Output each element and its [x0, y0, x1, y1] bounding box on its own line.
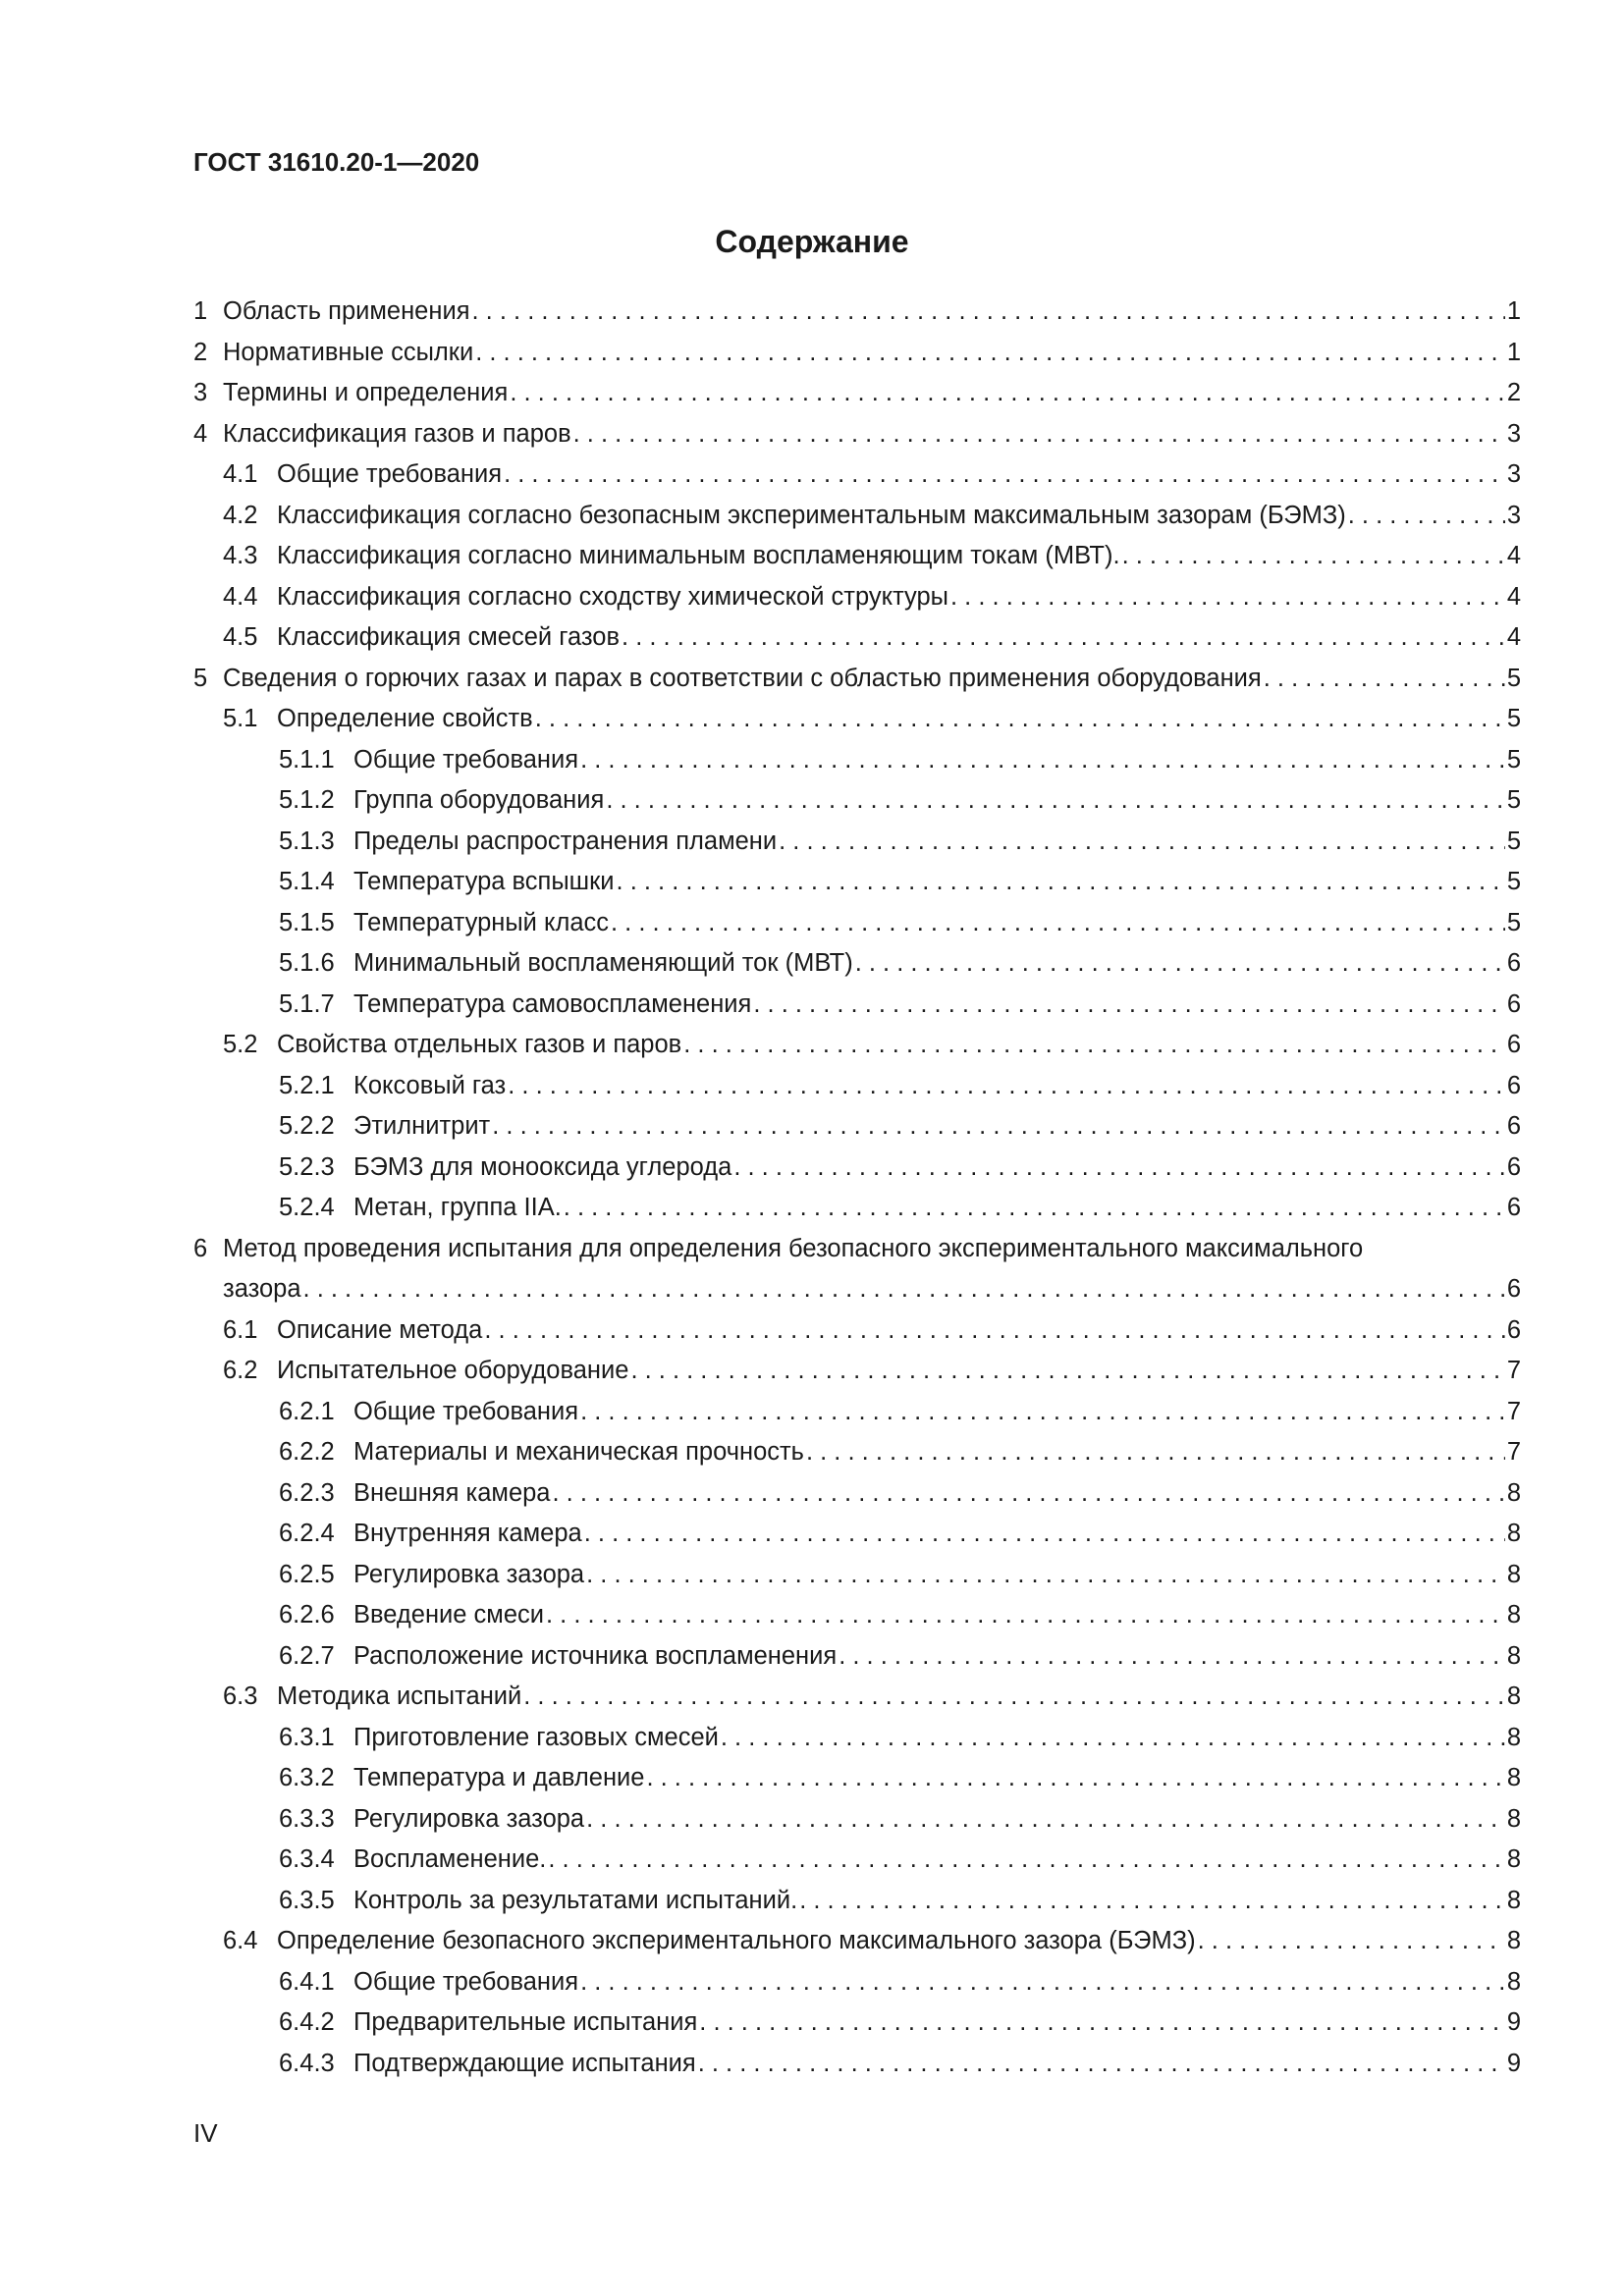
toc-leader-dots: [699, 2002, 1505, 2044]
toc-entry-title: Пределы распространения пламени: [353, 827, 778, 855]
toc-entry[interactable]: [223, 1921, 1521, 1962]
toc-entry-number: 5.1.1: [279, 745, 335, 774]
toc-entry-number: 5: [193, 664, 208, 692]
toc-entry-title: Регулировка зазора: [353, 1560, 585, 1588]
toc-entry-number: 6.2.3: [279, 1478, 335, 1507]
toc-entry-page: 5: [1506, 908, 1521, 936]
toc-entry[interactable]: [279, 822, 1521, 863]
toc-entry-number: 6.2.6: [279, 1601, 335, 1629]
toc-entry-page: 8: [1506, 1804, 1521, 1833]
toc-leader-dots: [580, 740, 1505, 781]
toc-entry-title-continuation: зазора: [223, 1275, 301, 1303]
toc-entry-title: Классификация согласно сходству химической структуры: [277, 582, 949, 611]
toc-entry-number: 4.3: [223, 542, 258, 569]
toc-entry-title: Описание метода: [277, 1315, 483, 1344]
toc-leader-dots: [617, 862, 1505, 903]
toc-leader-dots: [546, 1595, 1505, 1636]
toc-entry-page: 5: [1506, 786, 1521, 814]
toc-entry-number: 6.2.1: [279, 1397, 335, 1425]
toc-entry[interactable]: [223, 1310, 1521, 1352]
toc-leader-dots: [753, 985, 1504, 1026]
toc-entry[interactable]: [193, 659, 1521, 700]
toc-entry-page: 3: [1506, 419, 1521, 448]
toc-title: Содержание: [715, 224, 909, 259]
toc-leader-dots: [698, 2044, 1505, 2085]
toc-leader-dots: [504, 454, 1505, 496]
toc-entry-title: Методика испытаний: [277, 1682, 522, 1710]
toc-entry-page: 5: [1506, 705, 1521, 732]
toc-leader-dots: [855, 943, 1505, 985]
toc-entry[interactable]: [193, 414, 1521, 455]
toc-entry-page: 3: [1506, 460, 1521, 488]
toc-entry-title: Контроль за результатами испытаний.: [353, 1886, 798, 1914]
toc-entry-number: 6.3.4: [279, 1845, 335, 1873]
toc-entry[interactable]: [279, 1555, 1521, 1596]
toc-entry[interactable]: [279, 1718, 1521, 1759]
toc-entry-title: Регулировка зазора: [353, 1804, 585, 1833]
toc-leader-dots: [806, 1432, 1505, 1473]
toc-entry-number: 6: [193, 1234, 208, 1262]
document-code: ГОСТ 31610.20-1—2020: [193, 147, 480, 177]
toc-entry[interactable]: [279, 1106, 1521, 1148]
toc-entry[interactable]: [279, 1962, 1521, 2003]
toc-entry-number: 5.2.3: [279, 1152, 335, 1181]
toc-entry-number: 5.2.2: [279, 1112, 335, 1140]
toc-entry-title: Внешняя камера: [353, 1478, 551, 1507]
toc-leader-dots: [630, 1351, 1504, 1392]
toc-entry[interactable]: [223, 699, 1521, 740]
toc-entry-number: 6.3.3: [279, 1804, 335, 1833]
toc-entry[interactable]: [223, 1351, 1521, 1392]
toc-entry-title: Воспламенение.: [353, 1845, 547, 1873]
toc-entry[interactable]: [279, 1188, 1521, 1229]
toc-entry-page: 7: [1506, 1357, 1521, 1384]
toc-entry-title: Температурный класс: [353, 908, 610, 936]
toc-entry-number: 6.2.5: [279, 1560, 335, 1588]
toc-entry-title: Общие требования: [353, 1967, 579, 1996]
toc-entry[interactable]: [279, 1799, 1521, 1841]
table-of-contents: [193, 292, 1521, 2084]
toc-entry-title: Группа оборудования: [353, 786, 605, 814]
toc-entry[interactable]: [279, 1514, 1521, 1555]
toc-entry-number: 6.4.1: [279, 1967, 335, 1996]
toc-entry[interactable]: [279, 1758, 1521, 1799]
toc-entry-title: Расположение источника воспламенения: [353, 1641, 838, 1670]
toc-entry-page: 1: [1506, 297, 1521, 325]
toc-entry[interactable]: [279, 1473, 1521, 1515]
toc-entry-page: 6: [1506, 1315, 1521, 1344]
toc-entry-number: 6.3.1: [279, 1723, 335, 1751]
toc-entry-page: 6: [1506, 1152, 1521, 1181]
toc-entry-title: Предварительные испытания: [353, 2008, 698, 2036]
toc-entry-number: 6.3.2: [279, 1764, 335, 1791]
toc-leader-dots: [606, 780, 1505, 822]
toc-entry-title: Классификация газов и паров: [223, 419, 571, 448]
toc-entry-number: 5.2.4: [279, 1194, 335, 1221]
toc-leader-dots: [721, 1718, 1505, 1759]
toc-entry-number: 5.1: [223, 705, 258, 732]
toc-entry[interactable]: [223, 617, 1521, 659]
toc-entry-page: 4: [1506, 582, 1521, 611]
toc-entry[interactable]: [279, 2044, 1521, 2085]
toc-entry-page: 6: [1506, 989, 1521, 1018]
toc-entry-title: Метод проведения испытания для определения безопасного экспериментального максимального: [223, 1234, 1364, 1262]
toc-entry-page: 1: [1506, 338, 1521, 366]
toc-entry-title: Область применения: [223, 297, 470, 325]
toc-leader-dots: [553, 1473, 1505, 1515]
toc-entry[interactable]: [279, 1840, 1521, 1881]
toc-entry[interactable]: [223, 577, 1521, 618]
toc-leader-dots: [733, 1148, 1504, 1189]
toc-entry-page: 6: [1506, 1071, 1521, 1099]
toc-entry[interactable]: [193, 292, 1521, 333]
toc-entry[interactable]: [279, 862, 1521, 903]
toc-entry-page: 4: [1506, 542, 1521, 569]
toc-entry[interactable]: [279, 2002, 1521, 2044]
toc-leader-dots: [523, 1677, 1505, 1718]
toc-leader-dots: [799, 1881, 1505, 1922]
toc-entry-page: 8: [1506, 1601, 1521, 1629]
toc-entry[interactable]: [223, 1025, 1521, 1066]
toc-entry-title: Приготовление газовых смесей: [353, 1723, 719, 1751]
toc-leader-dots: [683, 1025, 1505, 1066]
toc-entry-number: 6.3.5: [279, 1886, 335, 1914]
toc-entry-title: Коксовый газ: [353, 1071, 507, 1099]
toc-leader-dots: [950, 577, 1505, 618]
toc-entry-number: 1: [193, 297, 208, 325]
toc-entry-title: Общие требования: [353, 745, 579, 774]
toc-entry-page: 5: [1506, 868, 1521, 895]
toc-entry-page: 7: [1506, 1438, 1521, 1466]
toc-entry-number: 3: [193, 379, 208, 406]
toc-entry[interactable]: [279, 985, 1521, 1026]
toc-leader-dots: [475, 333, 1505, 374]
toc-entry-page: 9: [1506, 2008, 1521, 2036]
toc-leader-dots: [580, 1962, 1505, 2003]
toc-entry-page: 2: [1506, 379, 1521, 406]
toc-entry-page: 8: [1506, 1764, 1521, 1791]
toc-entry-page: 5: [1506, 745, 1521, 774]
page-folio: IV: [193, 2118, 218, 2148]
toc-entry-page: 8: [1506, 1886, 1521, 1914]
toc-entry-title: Введение смеси: [353, 1601, 545, 1629]
toc-leader-dots: [510, 373, 1505, 414]
toc-leader-dots: [580, 1392, 1505, 1433]
toc-entry[interactable]: [279, 740, 1521, 781]
toc-entry-number: 4.1: [223, 460, 258, 488]
toc-entry-title: Этилнитрит: [353, 1112, 491, 1140]
toc-leader-dots: [584, 1514, 1505, 1555]
toc-entry-page: 3: [1506, 501, 1521, 529]
toc-leader-dots: [1122, 536, 1505, 577]
toc-entry-number: 5.1.7: [279, 989, 335, 1018]
toc-entry[interactable]: [223, 536, 1521, 577]
toc-entry-title: Испытательное оборудование: [277, 1357, 629, 1384]
toc-entry-title: Минимальный воспламеняющий ток (МВТ): [353, 949, 853, 977]
toc-entry-page: 5: [1506, 827, 1521, 855]
toc-entry[interactable]: [279, 1066, 1521, 1107]
toc-entry[interactable]: [223, 496, 1521, 537]
toc-entry-number: 6.4: [223, 1927, 258, 1954]
toc-entry-page: 6: [1506, 1275, 1521, 1303]
toc-entry[interactable]: [193, 1229, 1521, 1310]
toc-entry-title: Нормативные ссылки: [223, 338, 474, 366]
toc-leader-dots: [508, 1066, 1505, 1107]
toc-entry-title: БЭМЗ для монооксида углерода: [353, 1152, 732, 1181]
toc-leader-dots: [1348, 496, 1505, 537]
toc-entry-number: 6.4.3: [279, 2049, 335, 2077]
toc-entry-page: 6: [1506, 949, 1521, 977]
toc-entry[interactable]: [193, 373, 1521, 414]
toc-entry[interactable]: [279, 1595, 1521, 1636]
toc-entry-title: Температура и давление: [353, 1764, 645, 1791]
toc-entry[interactable]: [279, 780, 1521, 822]
toc-entry-page: 6: [1506, 1194, 1521, 1221]
toc-entry-number: 5.2.1: [279, 1071, 335, 1099]
toc-entry-number: 4.4: [223, 582, 258, 611]
toc-entry-page: 8: [1506, 1967, 1521, 1996]
toc-leader-dots: [586, 1799, 1505, 1841]
toc-entry-page: 8: [1506, 1478, 1521, 1507]
toc-entry[interactable]: [279, 1636, 1521, 1678]
toc-entry[interactable]: [279, 943, 1521, 985]
toc-entry-title: Материалы и механическая прочность: [353, 1438, 804, 1466]
toc-entry-page: 8: [1506, 1682, 1521, 1710]
toc-entry-number: 6.3: [223, 1682, 258, 1710]
toc-entry-number: 5.1.6: [279, 949, 335, 977]
toc-entry-title: Температура вспышки: [353, 868, 615, 895]
toc-leader-dots: [611, 903, 1505, 944]
toc-entry[interactable]: [193, 333, 1521, 374]
toc-entry-number: 4.5: [223, 623, 258, 651]
toc-entry-number: 6.4.2: [279, 2008, 335, 2036]
toc-entry-title: Метан, группа IIA.: [353, 1194, 562, 1221]
toc-entry-number: 2: [193, 338, 208, 366]
toc-entry[interactable]: [279, 903, 1521, 944]
toc-entry-number: 6.2.7: [279, 1641, 335, 1670]
toc-leader-dots: [779, 822, 1505, 863]
toc-entry-number: 4: [193, 419, 208, 448]
toc-entry-number: 5.1.4: [279, 868, 335, 895]
toc-leader-dots: [586, 1555, 1505, 1596]
toc-entry-page: 5: [1506, 664, 1521, 692]
toc-entry-page: 6: [1506, 1112, 1521, 1140]
toc-leader-dots: [492, 1106, 1505, 1148]
toc-leader-dots: [484, 1310, 1504, 1352]
toc-entry-title: Классификация согласно безопасным экспериментальным максимальным зазорам (БЭМЗ): [277, 501, 1346, 529]
toc-entry-number: 5.1.5: [279, 908, 335, 936]
toc-entry-page: 8: [1506, 1520, 1521, 1547]
toc-entry-title: Свойства отдельных газов и паров: [277, 1031, 682, 1058]
toc-entry-page: 8: [1506, 1845, 1521, 1873]
toc-entry-page: 8: [1506, 1560, 1521, 1588]
toc-entry-number: 5.2: [223, 1031, 258, 1058]
toc-entry-number: 5.1.2: [279, 786, 335, 814]
toc-entry-title: Классификация смесей газов: [277, 623, 621, 651]
toc-entry-title: Общие требования: [353, 1397, 579, 1425]
toc-leader-dots: [1264, 659, 1505, 700]
toc-leader-dots: [622, 617, 1505, 659]
toc-entry-page: 9: [1506, 2049, 1521, 2077]
toc-entry[interactable]: [279, 1148, 1521, 1189]
toc-leader-dots: [535, 699, 1505, 740]
toc-entry-page: 8: [1506, 1641, 1521, 1670]
toc-entry-page: 6: [1506, 1031, 1521, 1058]
toc-entry-title: Подтверждающие испытания: [353, 2049, 696, 2077]
toc-entry-title: Общие требования: [277, 460, 503, 488]
toc-entry-number: 6.2: [223, 1357, 258, 1384]
toc-entry-title: Термины и определения: [223, 379, 509, 406]
toc-leader-dots: [564, 1188, 1505, 1229]
toc-entry-number: 6.2.4: [279, 1520, 335, 1547]
toc-entry-number: 4.2: [223, 501, 258, 529]
toc-entry[interactable]: [223, 454, 1521, 496]
toc-entry-title: Классификация согласно минимальным воспламеняющим токам (МВТ).: [277, 542, 1120, 569]
toc-entry-number: 6.2.2: [279, 1438, 335, 1466]
toc-entry-page: 8: [1506, 1927, 1521, 1954]
toc-leader-dots: [573, 414, 1505, 455]
toc-leader-dots: [472, 292, 1505, 333]
toc-entry[interactable]: [223, 1677, 1521, 1718]
toc-entry[interactable]: [279, 1392, 1521, 1433]
toc-entry-title: Определение свойств: [277, 705, 533, 732]
toc-entry-number: 5.1.3: [279, 827, 335, 855]
toc-entry-title: Сведения о горючих газах и парах в соответствии с областью применения оборудования: [223, 664, 1262, 692]
toc-leader-dots: [646, 1758, 1504, 1799]
toc-entry-title: Температура самовоспламенения: [353, 989, 752, 1018]
toc-entry-page: 8: [1506, 1723, 1521, 1751]
toc-entry[interactable]: [279, 1881, 1521, 1922]
toc-entry-title: Определение безопасного экспериментального максимального зазора (БЭМЗ): [277, 1927, 1196, 1954]
toc-entry-page: 7: [1506, 1397, 1521, 1425]
toc-leader-dots: [839, 1636, 1505, 1678]
toc-entry-number: 6.1: [223, 1315, 258, 1344]
toc-entry-page: 4: [1506, 623, 1521, 651]
toc-leader-dots: [1198, 1921, 1505, 1962]
toc-entry-title: Внутренняя камера: [353, 1520, 582, 1547]
toc-entry[interactable]: [279, 1432, 1521, 1473]
toc-leader-dots: [548, 1840, 1504, 1881]
toc-leader-dots: [303, 1269, 1505, 1310]
